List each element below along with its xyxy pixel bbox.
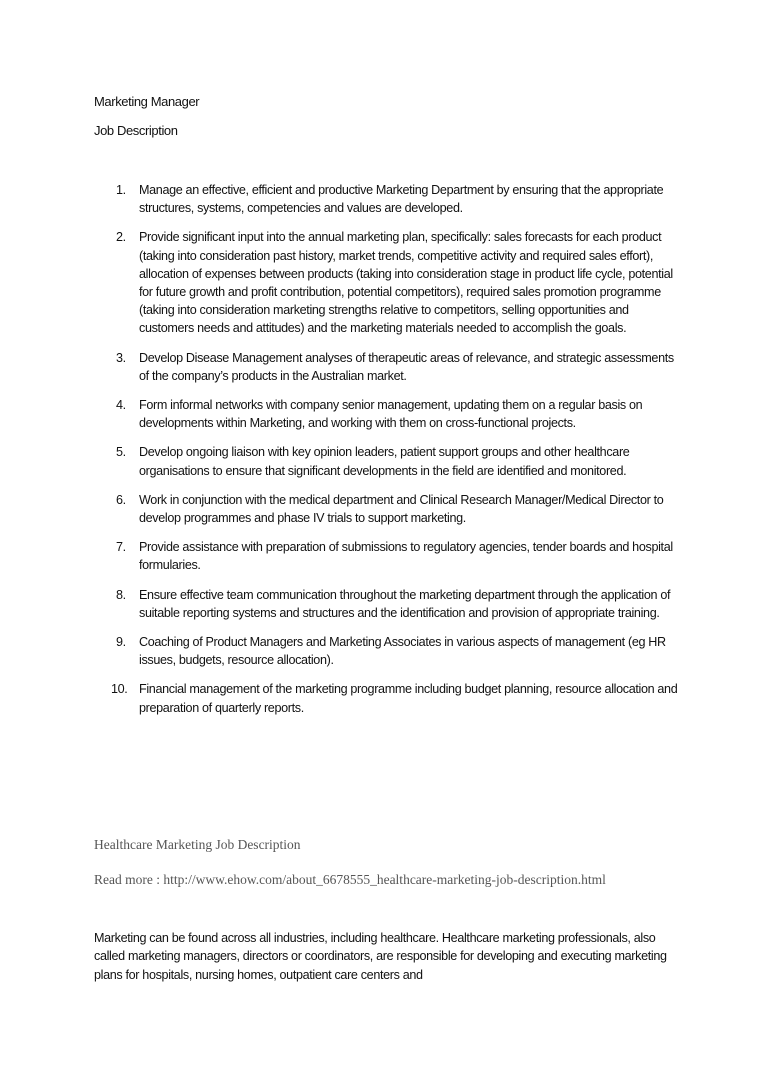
item-number: 7.: [116, 540, 126, 555]
item-number: 6.: [116, 492, 126, 507]
list-item: [94, 228, 684, 337]
list-item: [94, 181, 684, 217]
item-number: 2.: [116, 230, 126, 245]
list-item: [94, 586, 684, 622]
item-number: 3.: [116, 350, 126, 365]
read-more-link[interactable]: Read more : http://www.ehow.com/about_6678555_healthcare-marketing-job-description.html: [94, 872, 606, 887]
item-text: Manage an effective, efficient and productive Marketing Department by ensuring that the appropriate structures, systems, competencies and values are developed.: [139, 183, 664, 216]
item-text: Work in conjunction with the medical department and Clinical Research Manager/Medical Director to develop programmes and phase IV trials to support marketing.: [139, 492, 664, 526]
item-text: Provide assistance with preparation of submissions to regulatory agencies, tender boards and hospital formularies.: [139, 540, 673, 573]
item-text: Financial management of the marketing programme including budget planning, resource allocation and preparation of quarterly reports.: [139, 682, 678, 715]
list-item: [94, 680, 684, 716]
duties-list: [94, 181, 684, 728]
item-number: 4.: [116, 398, 126, 413]
item-text: Develop Disease Management analyses of therapeutic areas of relevance, and strategic assessments of the company’s products in the Australian market.: [139, 350, 674, 383]
list-item: [94, 491, 684, 527]
list-item: [94, 349, 684, 385]
item-text: Form informal networks with company senior management, updating them on a regular basis on developments within Marketing, and working with them on cross-functional projects.: [139, 398, 643, 431]
item-number: 8.: [116, 587, 126, 602]
source-title: Healthcare Marketing Job Description: [94, 837, 301, 852]
item-text: Develop ongoing liaison with key opinion leaders, patient support groups and other healthcare organisations to ensure that significant developments in the field are identified and monitored.: [139, 445, 630, 478]
item-number: 9.: [116, 635, 126, 650]
item-text: Ensure effective team communication throughout the marketing department through the application of suitable reporting systems and structures and the identification and provision of appropriate training.: [139, 587, 671, 620]
list-item: [94, 443, 684, 479]
list-item: [94, 538, 684, 574]
item-text: Provide significant input into the annual marketing plan, specifically: sales forecasts for each product (taking into consideration past history, market trends, competitive activity and required sales effort), allocation of expenses between products (taking into consideration stage in product life cycle, potential for future growth and profit contribution, potential competitors), required sales promotion programme (taking into consideration marketing strengths relative to competitors, selling opportunities and customers needs and attitudes) and the marketing materials needed to accomplish the goals.: [139, 230, 673, 336]
list-item: [94, 396, 684, 432]
body-paragraph: Marketing can be found across all industries, including healthcare. Healthcare marketing professionals, also called marketing managers, directors or coordinators, are responsible for developing and executing marketing plans for hospitals, nursing homes, outpatient care centers and: [94, 931, 667, 982]
item-text: Coaching of Product Managers and Marketing Associates in various aspects of management (eg HR issues, budgets, resource allocation).: [139, 635, 666, 668]
list-item: [94, 633, 684, 669]
item-number: 1.: [116, 183, 126, 197]
item-number: 10.: [111, 682, 128, 697]
item-number: 5.: [116, 445, 126, 460]
document-subtitle: Job Description: [94, 123, 178, 138]
document-title: Marketing Manager: [94, 94, 200, 109]
